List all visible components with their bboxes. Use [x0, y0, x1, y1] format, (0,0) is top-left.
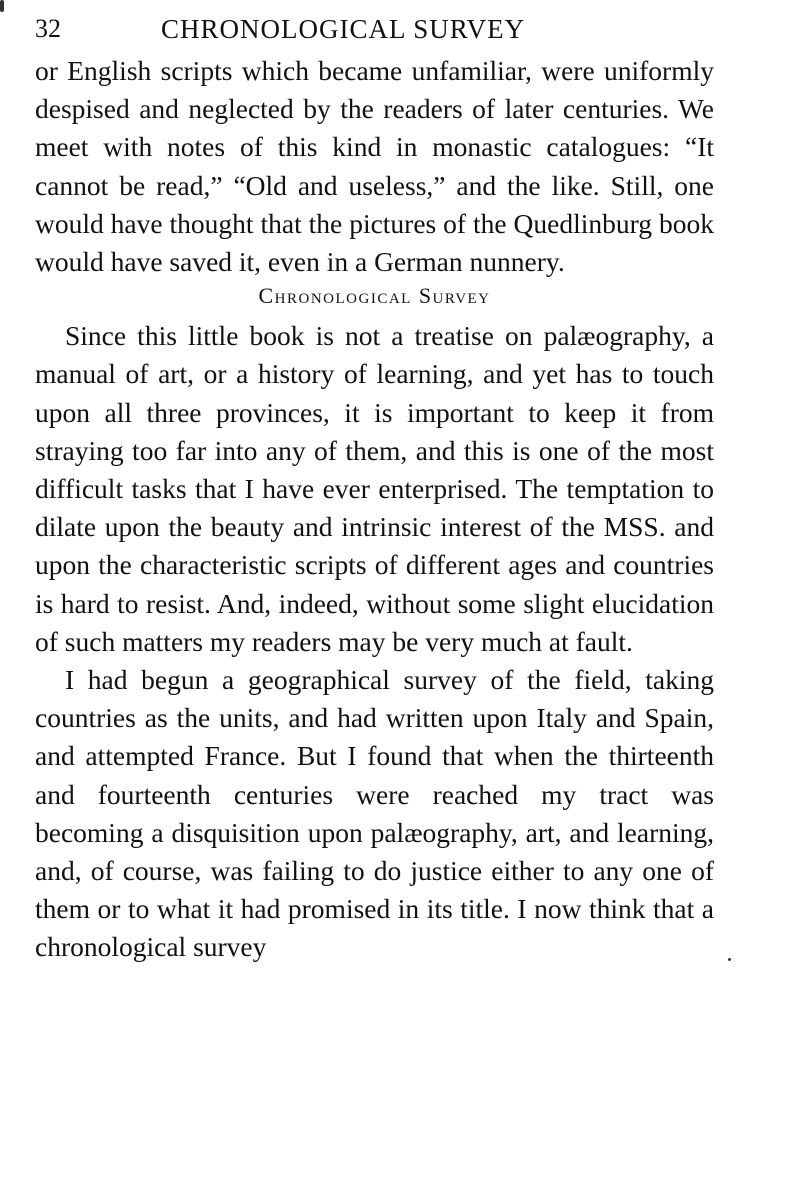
book-page	[35, 0, 714, 967]
scan-speck-margin	[728, 958, 731, 961]
page-body	[35, 52, 714, 967]
paragraph-continued: or English scripts which became unfamiliar, were uniformly despised and neglected by the readers of later centuries. We meet with notes of this kind in monastic catalogues: “It cannot be read,” “Old and useless,” and the like. Still, one would have thought that the pictures of the Quedlinburg book would have saved it, even in a German nunnery.	[35, 55, 714, 278]
paragraph-since: Since this little book is not a treatise on palæography, a manual of art, or a history of learning, and yet has to touch upon all three provinces, it is important to keep it from straying too far into any of them, and this is one of the most difficult tasks that I have ever enterprised. The temptation to dilate upon the beauty and intrinsic interest of the MSS. and upon the characteristic scripts of different ages and countries is hard to resist. And, indeed, without some slight elucidation of such matters my readers may be very much at fault.	[35, 320, 714, 657]
section-heading: Chronological Survey	[258, 283, 491, 309]
page-number: 32	[35, 14, 61, 43]
paragraph-geographical-survey: I had begun a geographical survey of the field, taking countries as the units, and had written upon Italy and Spain, and attempted France. But I found that when the thirteenth and fourteenth centuries were reached my tract was becoming a disquisition upon palæography, art, and learning, and, of course, was failing to do justice either to any one of them or to what it had promised in its title. I now think that a chronological survey	[35, 664, 714, 963]
running-title: CHRONOLOGICAL SURVEY	[161, 14, 526, 44]
running-head	[35, 14, 714, 52]
scan-speck-top-left	[0, 0, 4, 12]
